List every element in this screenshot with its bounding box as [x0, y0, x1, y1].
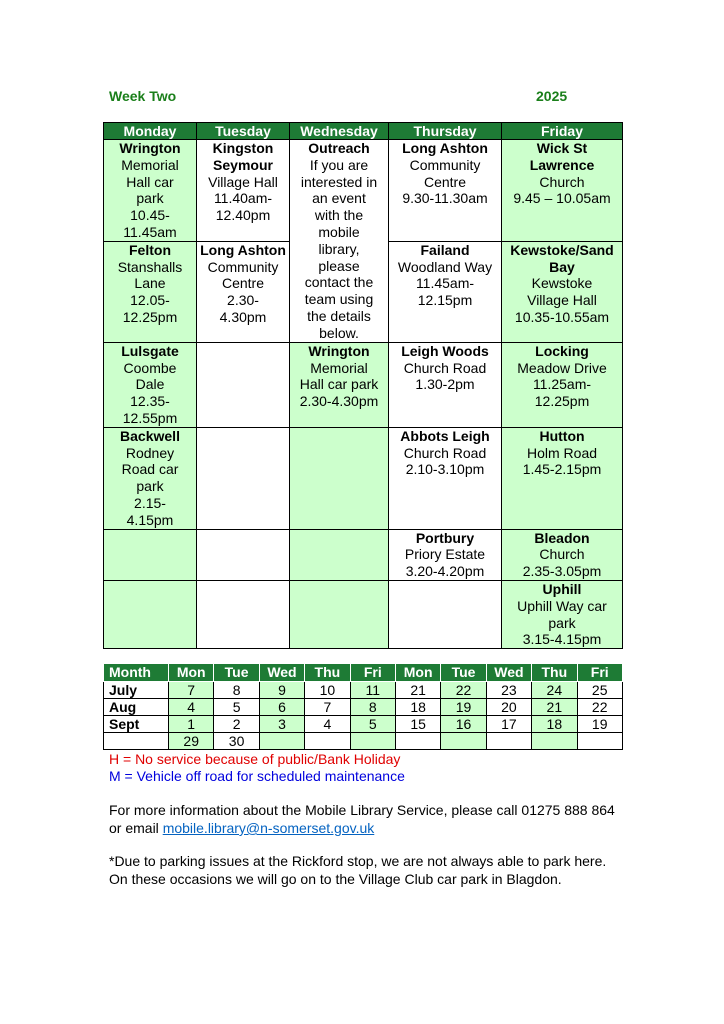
stop-detail: with the — [314, 207, 364, 224]
stop-detail: 12.25pm — [534, 393, 590, 410]
stop-detail: Centre — [221, 275, 265, 292]
day-header: Tuesday — [197, 123, 290, 140]
stop-name: Long Ashton — [402, 140, 488, 156]
stop-detail: Church Road — [403, 444, 487, 461]
stop-detail: Rodney — [125, 444, 175, 461]
stop-detail: Memorial — [310, 359, 368, 376]
stop-detail: Lane — [134, 275, 166, 292]
stop-name: Backwell — [120, 427, 180, 444]
week-title: Week Two — [109, 88, 177, 104]
stop-detail: Uphill Way car — [517, 597, 607, 614]
stop-name: Felton — [129, 241, 171, 258]
calendar-row — [104, 733, 623, 750]
calendar-date: 19 — [441, 699, 486, 716]
calendar-day-header: Fri — [577, 664, 622, 682]
calendar-date: 4 — [169, 699, 214, 716]
stop-detail: 12.15pm — [417, 292, 473, 309]
empty-cell — [197, 580, 290, 648]
info-text: For more information about the Mobile Library Service, please call 01275 888 864 or email — [109, 802, 615, 836]
day-header: Friday — [502, 123, 623, 140]
calendar-date: 21 — [532, 699, 577, 716]
day-header: Monday — [104, 123, 197, 140]
stop-detail: 10.45- — [130, 207, 170, 224]
stop-detail: 2.15- — [134, 494, 166, 511]
stop-name: Uphill — [542, 580, 582, 597]
info-paragraph — [109, 801, 619, 837]
schedule-row — [104, 529, 623, 580]
calendar-date — [305, 733, 350, 750]
stop-detail: mobile — [318, 223, 360, 240]
stop-detail: 2.10-3.10pm — [405, 461, 485, 478]
stop-name: Wrington — [308, 342, 370, 359]
calendar-date: 24 — [532, 682, 577, 699]
calendar-month: Aug — [104, 699, 169, 716]
empty-cell — [104, 529, 197, 580]
stop-cell — [389, 241, 502, 342]
stop-cell — [502, 342, 623, 427]
calendar-date: 25 — [577, 682, 622, 699]
stop-cell — [389, 529, 502, 580]
stop-detail: 2.30- — [227, 292, 259, 309]
stop-name: Hutton — [539, 427, 585, 444]
empty-cell — [389, 580, 502, 648]
schedule-row — [104, 342, 623, 427]
stop-cell — [104, 427, 197, 529]
stop-name: Long Ashton — [200, 241, 286, 258]
calendar-date: 2 — [214, 716, 259, 733]
legend-maintenance: M = Vehicle off road for scheduled maintenance — [109, 768, 405, 784]
stop-name: Failand — [420, 241, 470, 258]
day-header: Wednesday — [290, 123, 389, 140]
stop-detail: 12.35- — [130, 393, 170, 410]
year-label: 2025 — [536, 88, 568, 104]
stop-name: Wick St Lawrence — [529, 140, 595, 173]
calendar-date: 17 — [486, 716, 531, 733]
stop-detail: Kewstoke — [531, 275, 593, 292]
stop-cell — [502, 529, 623, 580]
empty-cell — [290, 427, 389, 529]
stop-detail: 4.30pm — [219, 308, 267, 325]
calendar-date — [441, 733, 486, 750]
stop-detail: 3.20-4.20pm — [405, 563, 485, 580]
calendar-table — [103, 663, 623, 750]
calendar-month: Sept — [104, 716, 169, 733]
schedule-row — [104, 580, 623, 648]
schedule-row — [104, 140, 623, 242]
stop-detail: Community — [207, 258, 279, 275]
stop-name: Locking — [535, 342, 589, 359]
stop-cell — [502, 241, 623, 342]
calendar-date: 23 — [486, 682, 531, 699]
stop-detail: contact the — [304, 274, 374, 291]
stop-detail: Woodland Way — [397, 258, 493, 275]
stop-detail: Memorial — [121, 156, 179, 173]
stop-cell — [502, 140, 623, 242]
calendar-month: July — [104, 682, 169, 699]
stop-detail: 10.35-10.55am — [514, 308, 610, 325]
stop-detail: Village Hall — [527, 292, 597, 309]
calendar-day-header: Thu — [305, 664, 350, 682]
calendar-date: 6 — [259, 699, 304, 716]
stop-detail: 3.15-4.15pm — [522, 631, 602, 648]
stop-detail: Church Road — [403, 359, 487, 376]
stop-detail: Church — [539, 546, 585, 563]
stop-cell — [290, 342, 389, 427]
calendar-day-header: Mon — [169, 664, 214, 682]
stop-cell — [389, 342, 502, 427]
stop-cell-outreach — [290, 140, 389, 343]
calendar-day-header: Thu — [532, 664, 577, 682]
calendar-date: 8 — [350, 699, 395, 716]
stop-detail: Priory Estate — [404, 546, 486, 563]
empty-cell — [197, 529, 290, 580]
calendar-date — [532, 733, 577, 750]
calendar-header-row — [104, 664, 623, 682]
calendar-day-header: Wed — [259, 664, 304, 682]
stop-detail: Stanshalls — [117, 258, 183, 275]
stop-detail: park — [136, 190, 164, 207]
calendar-date — [259, 733, 304, 750]
stop-cell — [502, 427, 623, 529]
stop-detail: 1.30-2pm — [415, 376, 475, 393]
stop-cell — [104, 342, 197, 427]
calendar-date: 8 — [214, 682, 259, 699]
calendar-date: 15 — [395, 716, 440, 733]
stop-detail: park — [548, 614, 576, 631]
stop-detail: Meadow Drive — [517, 359, 607, 376]
stop-name: Abbots Leigh — [400, 427, 490, 444]
calendar-date: 18 — [395, 699, 440, 716]
calendar-date: 7 — [169, 682, 214, 699]
empty-cell — [290, 529, 389, 580]
stop-detail: Village Hall — [208, 173, 278, 190]
calendar-day-header: Tue — [441, 664, 486, 682]
stop-name: Bleadon — [534, 529, 590, 546]
calendar-date: 10 — [305, 682, 350, 699]
calendar-date — [395, 733, 440, 750]
stop-name: Outreach — [308, 140, 370, 156]
stop-cell — [389, 427, 502, 529]
stop-detail: please — [318, 257, 360, 274]
empty-cell — [197, 427, 290, 529]
stop-detail: 9.30-11.30am — [402, 190, 488, 207]
calendar-date: 3 — [259, 716, 304, 733]
calendar-date: 21 — [395, 682, 440, 699]
stop-detail: 11.25am- — [532, 376, 592, 393]
calendar-row — [104, 716, 623, 733]
calendar-date — [486, 733, 531, 750]
stop-detail: library, — [318, 240, 360, 257]
stop-detail: park — [136, 478, 164, 495]
calendar-date: 9 — [259, 682, 304, 699]
stop-detail: Hall car — [126, 173, 174, 190]
calendar-day-header: Wed — [486, 664, 531, 682]
stop-detail: Dale — [135, 376, 165, 393]
email-link[interactable]: mobile.library@n-somerset.gov.uk — [162, 820, 375, 836]
stop-detail: 4.15pm — [126, 511, 174, 528]
stop-detail: below. — [319, 324, 359, 341]
stop-detail: Coombe — [123, 359, 177, 376]
stop-detail: If you are — [309, 156, 369, 173]
calendar-date: 19 — [577, 716, 622, 733]
stop-cell — [104, 140, 197, 242]
stop-detail: an event — [312, 190, 366, 207]
calendar-day-header: Mon — [395, 664, 440, 682]
stop-name: Kewstoke/Sand Bay — [510, 241, 614, 275]
calendar-date: 5 — [214, 699, 259, 716]
calendar-date: 4 — [305, 716, 350, 733]
empty-cell — [197, 342, 290, 427]
stop-detail: 2.30-4.30pm — [299, 393, 379, 410]
calendar-date: 20 — [486, 699, 531, 716]
schedule-table — [103, 122, 623, 649]
empty-cell — [290, 580, 389, 648]
stop-detail: 12.05- — [130, 292, 170, 309]
stop-detail: 9.45 – 10.05am — [513, 190, 611, 207]
stop-detail: 12.25pm — [122, 308, 178, 325]
stop-detail: Road car — [121, 461, 179, 478]
stop-detail: team using — [304, 291, 374, 308]
calendar-row — [104, 699, 623, 716]
stop-detail: 11.45am — [123, 223, 177, 240]
stop-detail: Church — [539, 173, 585, 190]
stop-cell — [502, 580, 623, 648]
legend-holiday: H = No service because of public/Bank Holiday — [109, 751, 401, 767]
stop-detail: Hall car park — [299, 376, 379, 393]
schedule-header-row — [104, 123, 623, 140]
calendar-day-header: Tue — [214, 664, 259, 682]
calendar-date: 22 — [441, 682, 486, 699]
schedule-row — [104, 427, 623, 529]
stop-detail: interested in — [300, 173, 378, 190]
stop-detail: Centre — [423, 173, 467, 190]
calendar-day-header: Fri — [350, 664, 395, 682]
stop-detail: 12.40pm — [215, 207, 271, 224]
stop-detail: 1.45-2.15pm — [522, 461, 602, 478]
stop-detail: the details — [307, 307, 371, 324]
calendar-date: 29 — [169, 733, 214, 750]
stop-name: Wrington — [119, 140, 181, 156]
calendar-row — [104, 682, 623, 699]
calendar-month-header: Month — [104, 664, 169, 682]
empty-cell — [104, 580, 197, 648]
calendar-date: 22 — [577, 699, 622, 716]
stop-detail: 12.55pm — [122, 409, 178, 426]
stop-detail: Community — [409, 156, 481, 173]
calendar-date — [350, 733, 395, 750]
stop-cell — [104, 241, 197, 342]
stop-name: Portbury — [415, 529, 475, 546]
calendar-date: 11 — [350, 682, 395, 699]
stop-name: Kingston Seymour — [212, 140, 274, 173]
calendar-date: 5 — [350, 716, 395, 733]
calendar-date: 1 — [169, 716, 214, 733]
stop-detail: 11.40am- — [213, 190, 273, 207]
stop-detail: 2.35-3.05pm — [522, 563, 602, 580]
stop-cell — [389, 140, 502, 242]
calendar-month — [104, 733, 169, 750]
calendar-date: 18 — [532, 716, 577, 733]
stop-detail: 11.45am- — [415, 275, 475, 292]
stop-cell — [197, 140, 290, 242]
calendar-date: 16 — [441, 716, 486, 733]
parking-note: *Due to parking issues at the Rickford stop, we are not always able to park here. On these occasions we will go on to the Village Club car park in Blagdon. — [109, 853, 607, 887]
stop-detail: Holm Road — [526, 444, 598, 461]
stop-name: Lulsgate — [121, 342, 179, 359]
calendar-date: 30 — [214, 733, 259, 750]
stop-cell — [197, 241, 290, 342]
stop-name: Leigh Woods — [401, 342, 489, 359]
day-header: Thursday — [389, 123, 502, 140]
calendar-date: 7 — [305, 699, 350, 716]
calendar-date — [577, 733, 622, 750]
